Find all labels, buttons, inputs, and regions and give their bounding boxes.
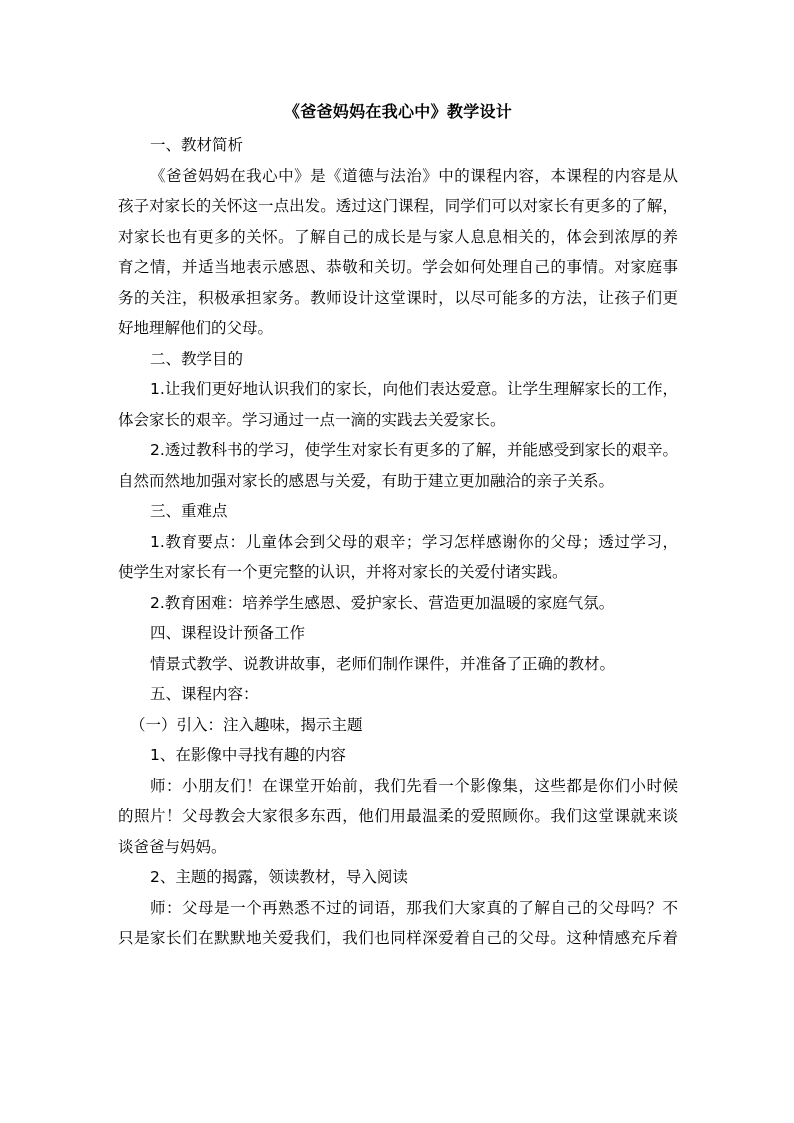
paragraph-line: 《爸爸妈妈在我心中》是《道德与法治》中的课程内容，本课程的内容是从 [150, 166, 678, 185]
point-heading: 1、在影像中寻找有趣的内容 [150, 746, 346, 764]
section-heading: 五、课程内容： [150, 685, 259, 703]
paragraph-line: 好地理解他们的父母。 [118, 319, 274, 337]
paragraph-line: 自然而然地加强对家长的感恩与关爱，有助于建立更加融洽的亲子关系。 [118, 471, 615, 490]
paragraph-line: 的照片！父母教会大家很多东西，他们用最温柔的爱照顾你。我们这堂课就来谈 [118, 807, 678, 825]
paragraph-line: 师：父母是一个再熟悉不过的词语，那我们大家真的了解自己的父母吗？不 [150, 898, 678, 917]
paragraph-line: 体会家长的艰辛。学习通过一点一滴的实践去关爱家长。 [118, 410, 506, 429]
paragraph-line: 对家长也有更多的关怀。了解自己的成长是与家人息息相关的，体会到浓厚的养 [118, 227, 678, 246]
paragraph-line: 1.让我们更好地认识我们的家长，向他们表达爱意。让学生理解家长的工作， [150, 380, 678, 398]
paragraph-line: 2.透过教科书的学习，使学生对家长有更多的了解，并能感受到家长的艰辛。 [150, 441, 678, 459]
section-heading: 三、重难点 [150, 502, 228, 520]
paragraph-line: 师：小朋友们！在课堂开始前，我们先看一个影像集，这些都是你们小时候 [150, 776, 678, 795]
paragraph-line: 谈爸爸与妈妈。 [118, 837, 227, 856]
point-heading: 2、主题的揭露，领读教材，导入阅读 [150, 868, 408, 886]
paragraph-line: 孩子对家长的关怀这一点出发。透过这门课程，同学们可以对家长有更多的了解， [118, 197, 678, 215]
section-heading: 四、课程设计预备工作 [150, 624, 306, 642]
document-page [118, 100, 678, 954]
paragraph-line: 2.教育困难：培养学生感恩、爱护家长、营造更加温暖的家庭气氛。 [150, 593, 615, 612]
paragraph-line: 1.教育要点：儿童体会到父母的艰辛；学习怎样感谢你的父母；透过学习， [150, 532, 678, 551]
paragraph-line: 只是家长们在默默地关爱我们，我们也同样深爱着自己的父母。这种情感充斥着 [118, 929, 678, 947]
document-title: 《爸爸妈妈在我心中》教学设计 [283, 102, 513, 121]
section-heading: 二、教学目的 [150, 349, 244, 368]
subsection-heading: （一）引入：注入趣味，揭示主题 [130, 715, 363, 734]
section-heading: 一、教材简析 [150, 136, 244, 154]
paragraph-line: 使学生对家长有一个更完整的认识，并将对家长的关爱付诸实践。 [118, 563, 568, 581]
paragraph-line: 务的关注，积极承担家务。教师设计这堂课时，以尽可能多的方法，让孩子们更 [118, 288, 678, 307]
paragraph-line: 情景式教学、说教讲故事，老师们制作课件，并准备了正确的教材。 [150, 654, 616, 673]
paragraph-line: 育之情，并适当地表示感恩、恭敬和关切。学会如何处理自己的事情。对家庭事 [118, 258, 678, 276]
